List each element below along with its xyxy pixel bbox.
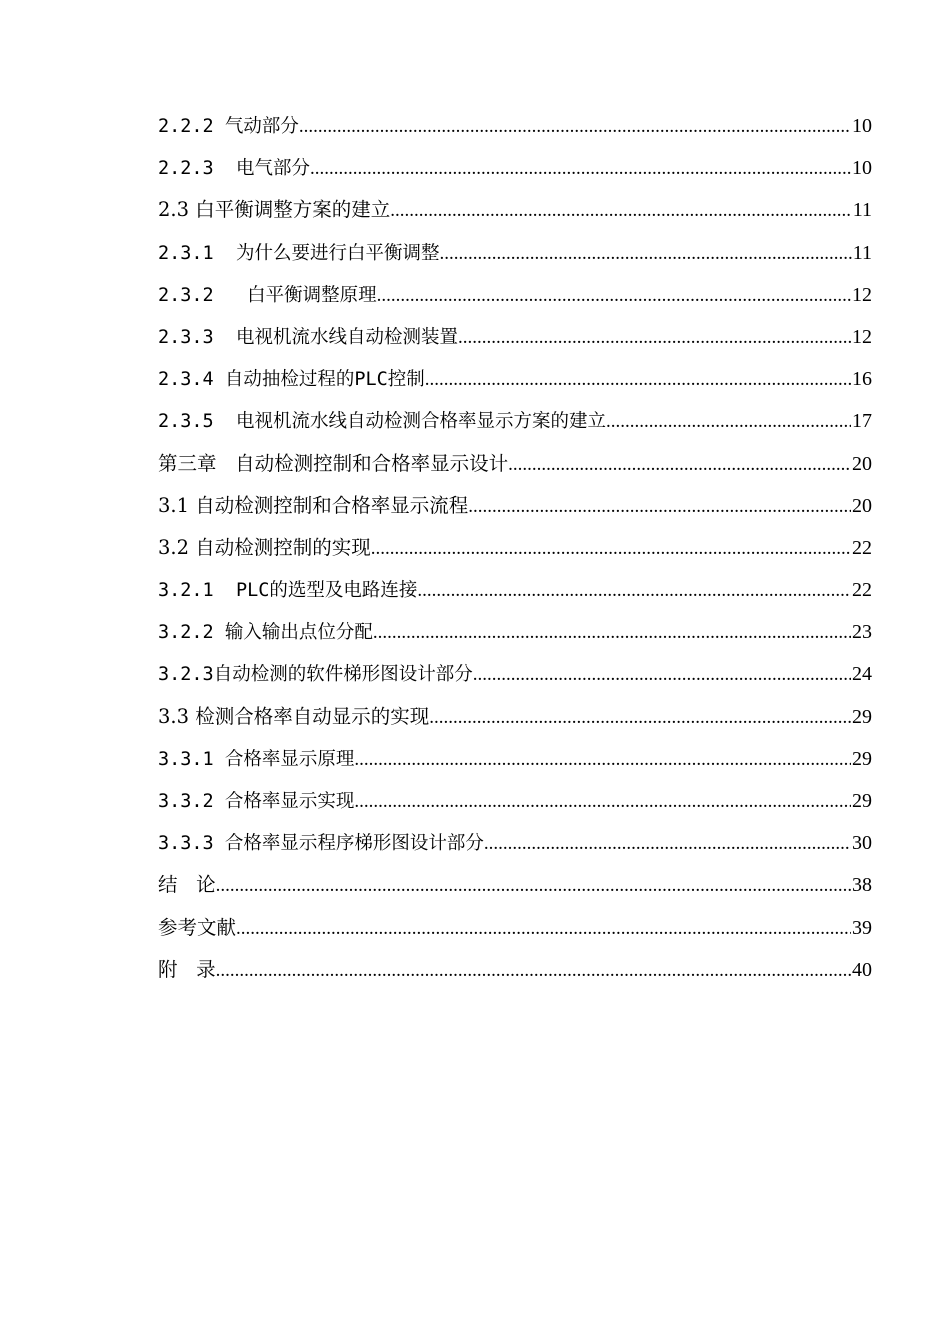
- toc-entry-title: 3.3.2 合格率显示实现: [158, 791, 355, 812]
- toc-dot-leader: [439, 233, 851, 274]
- toc-entry[interactable]: [158, 864, 872, 906]
- toc-page-number: 22: [852, 536, 872, 559]
- table-of-contents: [158, 105, 872, 991]
- toc-entry[interactable]: [158, 569, 872, 611]
- toc-page-number: 40: [852, 958, 872, 981]
- toc-dot-leader: [354, 781, 851, 822]
- toc-page-number: 38: [852, 874, 872, 897]
- toc-entry-title: 2.2.2 气动部分: [158, 116, 299, 137]
- toc-page-number: 12: [852, 283, 872, 306]
- toc-page-number: 11: [852, 241, 872, 264]
- toc-page-number: 12: [852, 325, 872, 348]
- toc-entry[interactable]: [158, 358, 872, 400]
- toc-entry-title: 2.3.4 自动抽检过程的PLC控制: [158, 369, 425, 391]
- toc-page-number: 17: [852, 410, 872, 433]
- toc-page-number: 29: [852, 790, 872, 812]
- toc-entry[interactable]: [158, 611, 872, 653]
- toc-entry-title: 2.3.2 白平衡调整原理: [158, 284, 377, 306]
- toc-entry[interactable]: [158, 485, 872, 527]
- toc-page-number: 22: [852, 579, 872, 602]
- toc-entry-title: 3.3.3 合格率显示程序梯形图设计部分: [158, 833, 484, 855]
- toc-entry[interactable]: [158, 527, 872, 569]
- toc-entry-title: 第三章 自动检测控制和合格率显示设计: [158, 451, 509, 475]
- toc-dot-leader: [473, 654, 851, 695]
- toc-entry[interactable]: [158, 780, 872, 822]
- toc-dot-leader: [606, 401, 851, 442]
- toc-entry-title: 2.3.3 电视机流水线自动检测装置: [158, 326, 458, 348]
- toc-entry-title: 参考文献: [158, 915, 237, 939]
- toc-entry-title: 3.2.3自动检测的软件梯形图设计部分: [158, 664, 473, 686]
- toc-entry[interactable]: [158, 949, 872, 991]
- toc-entry[interactable]: [158, 232, 872, 274]
- toc-entry-title: 3.2 自动检测控制的实现: [158, 535, 371, 559]
- toc-page-number: 24: [852, 663, 872, 686]
- toc-entry[interactable]: [158, 274, 872, 316]
- toc-entry[interactable]: [158, 822, 872, 864]
- toc-page-number: 16: [852, 368, 872, 391]
- toc-entry-title: 3.3 检测合格率自动显示的实现: [158, 704, 430, 728]
- toc-entry[interactable]: [158, 189, 872, 231]
- toc-entry-title: 3.1 自动检测控制和合格率显示流程: [158, 493, 469, 517]
- toc-entry-title: 2.3.1 为什么要进行白平衡调整: [158, 242, 440, 264]
- toc-entry[interactable]: [158, 653, 872, 695]
- toc-entry-title: 结 论: [158, 873, 216, 897]
- toc-entry[interactable]: [158, 907, 872, 949]
- toc-page-number: 10: [852, 115, 872, 137]
- toc-entry[interactable]: [158, 738, 872, 780]
- toc-dot-leader: [216, 865, 851, 906]
- toc-dot-leader: [373, 612, 851, 653]
- toc-dot-leader: [377, 275, 851, 316]
- toc-dot-leader: [371, 528, 851, 569]
- toc-entry[interactable]: [158, 443, 872, 485]
- toc-dot-leader: [458, 317, 851, 358]
- toc-entry-title: 2.3.5 电视机流水线自动检测合格率显示方案的建立: [158, 411, 606, 433]
- toc-dot-leader: [390, 190, 852, 231]
- toc-dot-leader: [484, 823, 851, 864]
- toc-dot-leader: [417, 570, 851, 611]
- toc-dot-leader: [508, 444, 851, 485]
- toc-entry-title: 3.3.1 合格率显示原理: [158, 748, 355, 770]
- toc-page-number: 23: [852, 621, 872, 644]
- toc-page-number: 20: [852, 494, 872, 517]
- toc-entry[interactable]: [158, 400, 872, 442]
- toc-entry-title: 2.2.3 电气部分: [158, 158, 310, 180]
- toc-entry[interactable]: [158, 316, 872, 358]
- toc-dot-leader: [236, 908, 851, 949]
- toc-dot-leader: [216, 950, 851, 991]
- toc-entry[interactable]: [158, 696, 872, 738]
- toc-dot-leader: [468, 486, 851, 527]
- toc-entry[interactable]: [158, 105, 872, 147]
- toc-page-number: 29: [852, 705, 872, 728]
- toc-page-number: 39: [852, 916, 872, 939]
- toc-dot-leader: [310, 148, 851, 189]
- toc-dot-leader: [429, 697, 851, 738]
- toc-entry-title: 2.3 白平衡调整方案的建立: [158, 198, 391, 222]
- toc-entry-title: 附 录: [158, 957, 216, 981]
- toc-dot-leader: [299, 106, 851, 147]
- toc-page-number: 30: [852, 832, 872, 855]
- toc-entry-title: 3.2.2 输入输出点位分配: [158, 622, 373, 644]
- toc-page-number: 10: [852, 157, 872, 180]
- toc-page-number: 29: [852, 747, 872, 770]
- toc-entry-title: 3.2.1 PLC的选型及电路连接: [158, 580, 418, 602]
- toc-page-number: 20: [852, 452, 872, 475]
- toc-dot-leader: [354, 739, 851, 780]
- toc-page-number: 11: [852, 199, 872, 222]
- toc-dot-leader: [425, 359, 851, 400]
- toc-entry[interactable]: [158, 147, 872, 189]
